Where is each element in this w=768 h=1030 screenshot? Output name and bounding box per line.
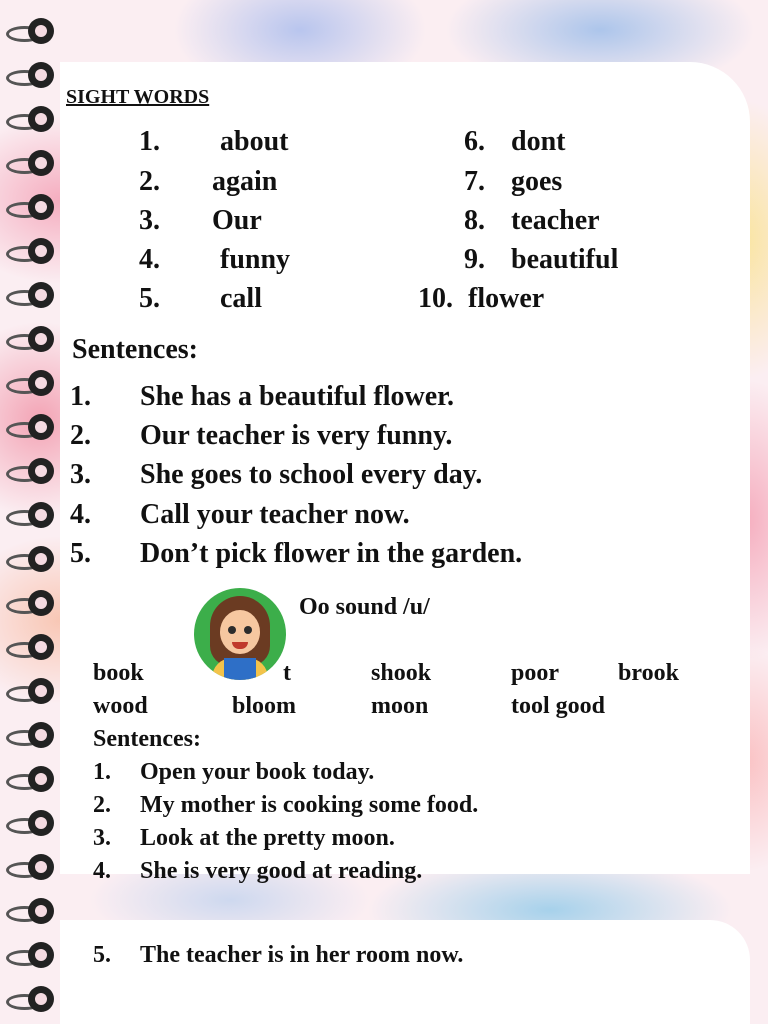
oo-word: bloom (232, 693, 297, 719)
sight-words-title: SIGHT WORDS (66, 86, 210, 108)
sentence-text: Our teacher is very funny. (140, 420, 453, 451)
sentence-number: 1. (70, 381, 91, 412)
sight-word-number: 10. (418, 283, 453, 314)
sight-word: flower (468, 283, 545, 314)
sight-word: Our (212, 205, 262, 236)
sentence-text: The teacher is in her room now. (140, 942, 464, 968)
sentence-number: 4. (70, 499, 91, 530)
sentence-text: Open your book today. (140, 759, 375, 785)
oo-word: poor (511, 660, 559, 686)
sentence-number: 5. (93, 942, 111, 968)
sight-word-number: 4. (139, 244, 160, 275)
sentences-heading: Sentences: (93, 726, 201, 752)
sight-word: beautiful (511, 244, 619, 275)
sight-word-number: 3. (139, 205, 160, 236)
sight-word-number: 9. (464, 244, 485, 275)
sight-word: dont (511, 126, 566, 157)
sentence-text: Don’t pick flower in the garden. (140, 538, 523, 569)
oo-word: brook (618, 660, 679, 686)
sight-word-number: 8. (464, 205, 485, 236)
sentence-number: 3. (93, 825, 111, 851)
oo-word: shook (371, 660, 432, 686)
sentence-text: My mother is cooking some food. (140, 792, 479, 818)
sight-word: goes (511, 166, 563, 197)
sight-word: call (220, 283, 262, 314)
sentence-number: 3. (70, 459, 91, 490)
sight-word-number: 6. (464, 126, 485, 157)
sentences-heading: Sentences: (72, 334, 198, 365)
sight-word-number: 2. (139, 166, 160, 197)
sentence-number: 2. (93, 792, 111, 818)
sentence-text: Look at the pretty moon. (140, 825, 395, 851)
sentence-number: 1. (93, 759, 111, 785)
oo-word: tool good (511, 693, 606, 719)
oo-sound-title: Oo sound /u/ (299, 594, 430, 620)
sentence-number: 4. (93, 858, 111, 884)
sentence-text: Call your teacher now. (140, 499, 410, 530)
sight-word: funny (220, 244, 291, 275)
sentence-number: 2. (70, 420, 91, 451)
sight-word-number: 5. (139, 283, 160, 314)
sentence-text: She is very good at reading. (140, 858, 423, 884)
sentence-text: She has a beautiful flower. (140, 381, 455, 412)
sight-word: again (212, 166, 278, 197)
oo-word: wood (93, 693, 148, 719)
sight-word: about (220, 126, 289, 157)
sight-word: teacher (511, 205, 600, 236)
oo-word: book (93, 660, 144, 686)
sentence-text: She goes to school every day. (140, 459, 483, 490)
girl-avatar-icon (194, 588, 286, 680)
sight-word-number: 1. (139, 126, 160, 157)
oo-word: moon (371, 693, 429, 719)
sight-word-number: 7. (464, 166, 485, 197)
oo-word: t (283, 660, 291, 686)
sentence-number: 5. (70, 538, 91, 569)
